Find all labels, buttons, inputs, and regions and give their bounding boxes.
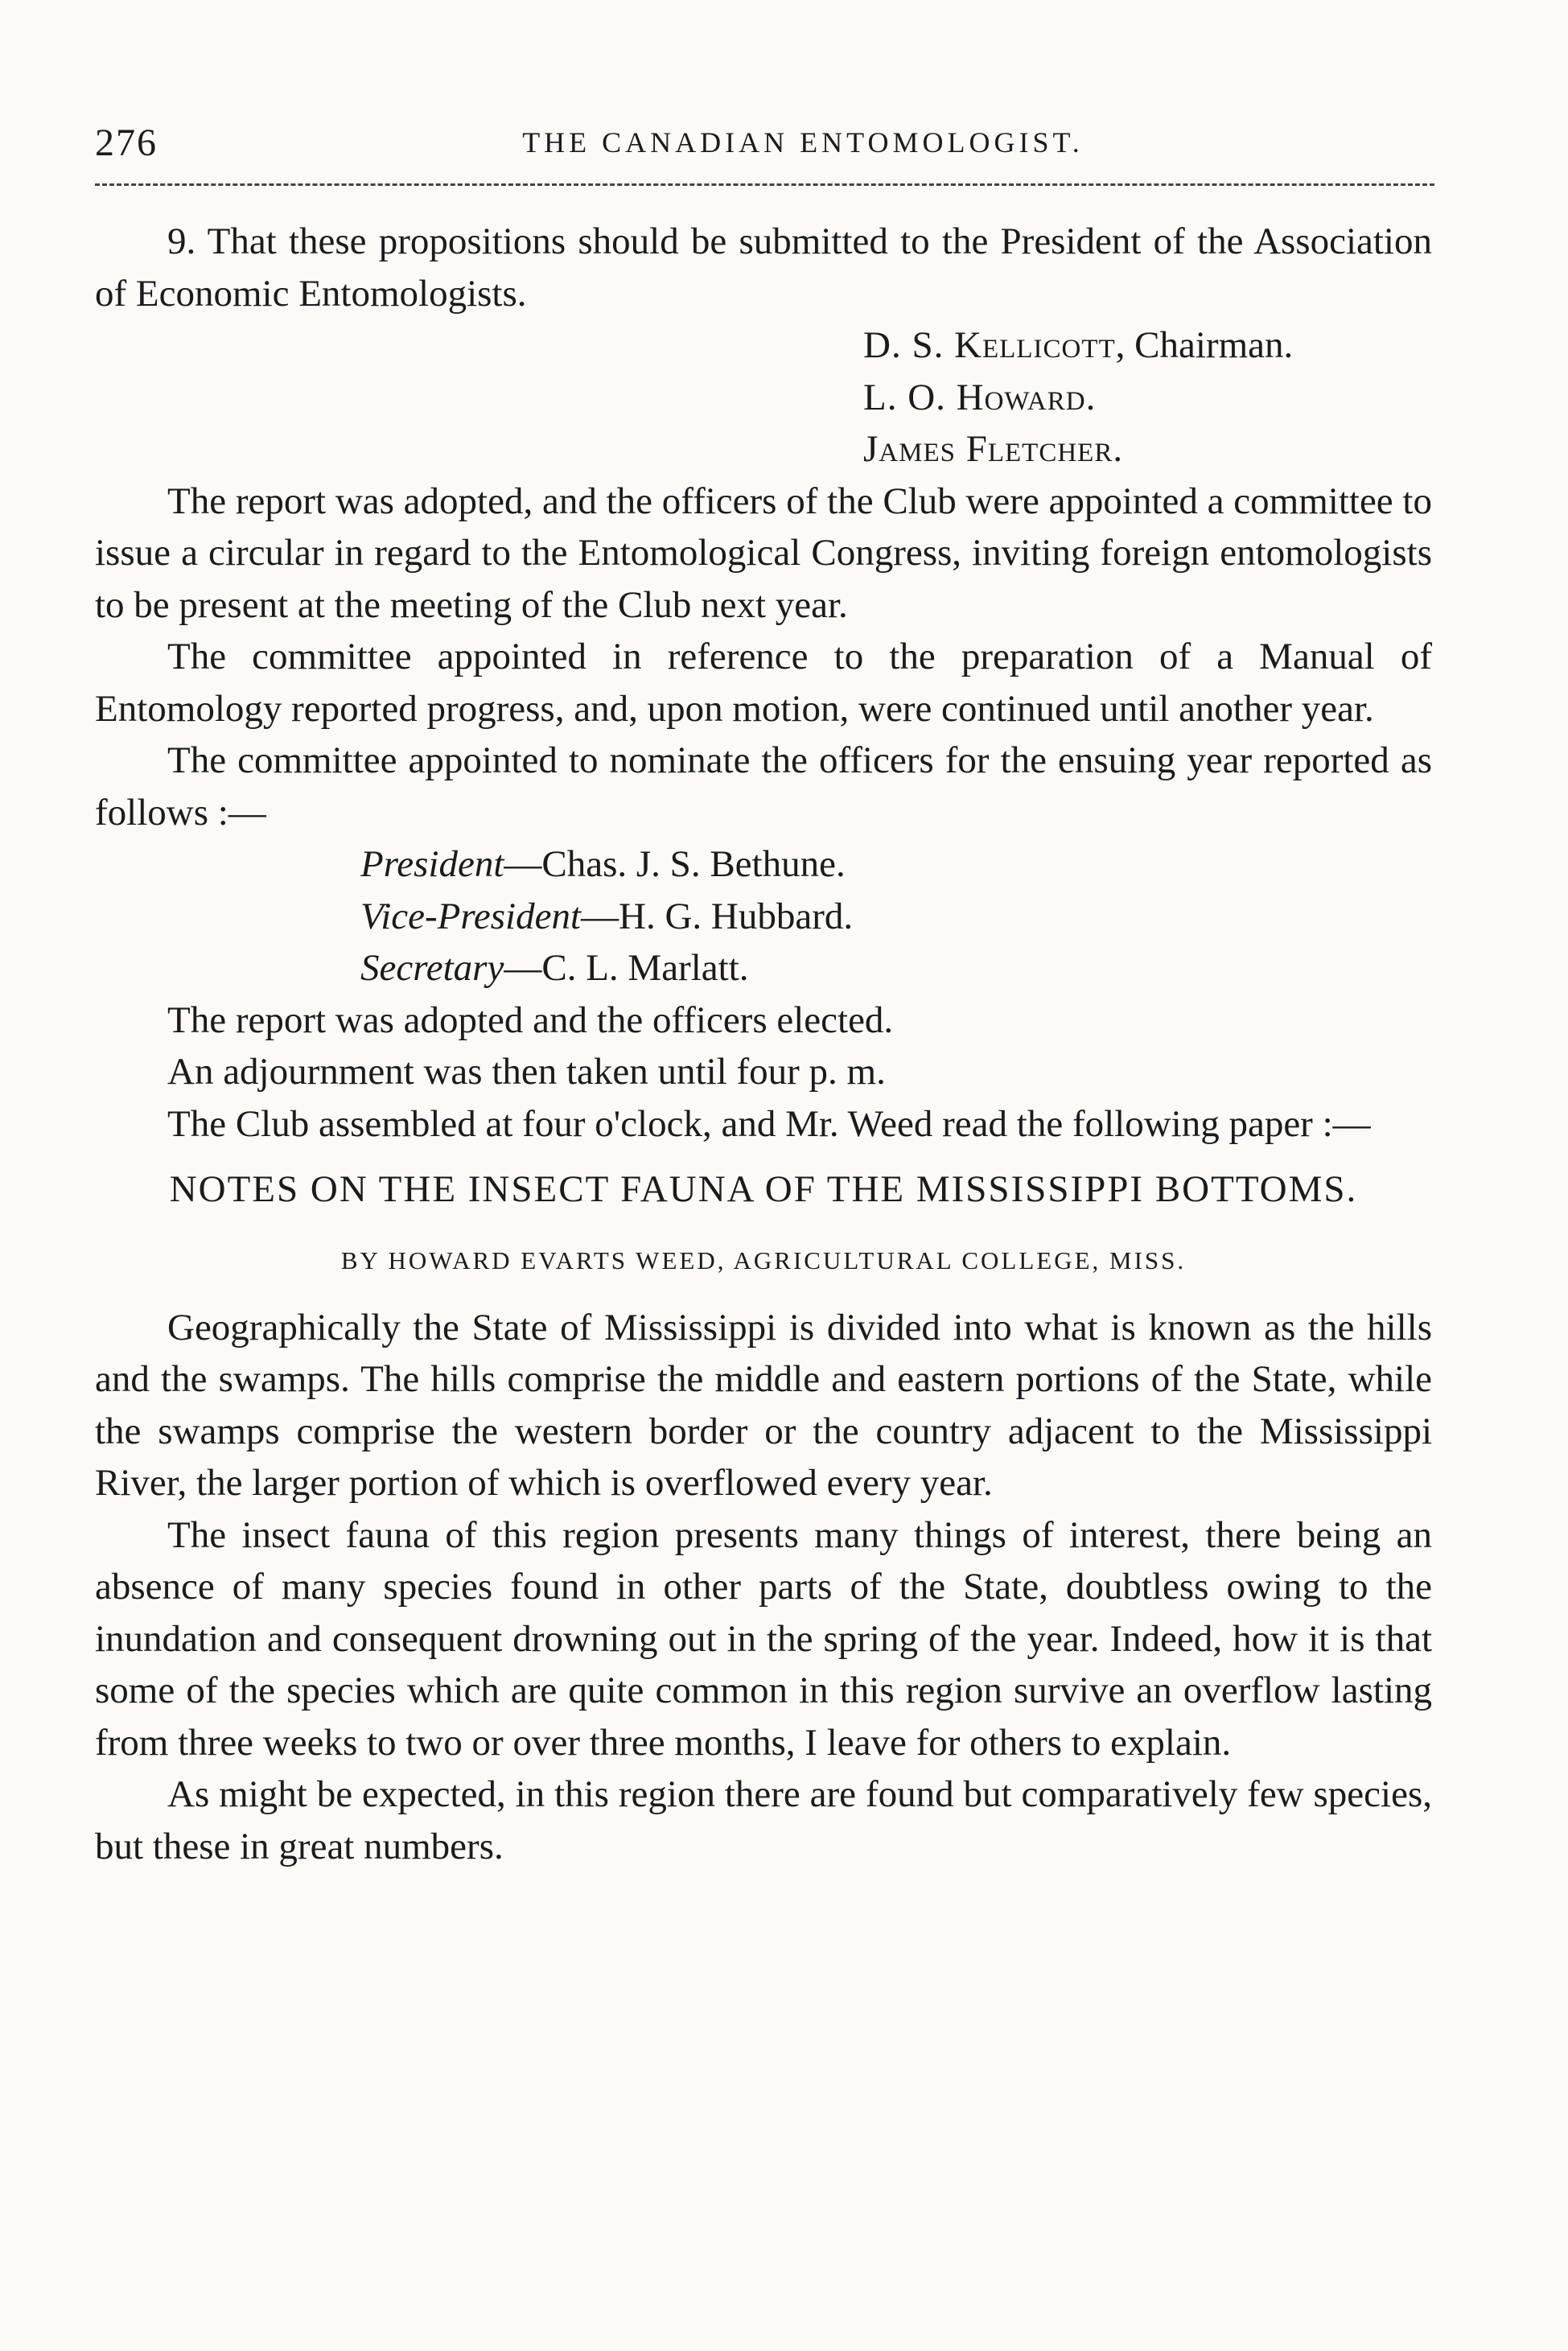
paragraph: The report was adopted, and the officers of the Club were appointed a committee to issue a circular in regard to the Entomological Congress, inviting foreign entomologists to be present at the meeting of the Club next year. <box>95 480 1432 626</box>
paragraph: The Club assembled at four o'clock, and Mr. Weed read the following paper :— <box>167 1102 1371 1145</box>
paragraph: The committee appointed to nominate the officers for the ensuing year reported as follows :— <box>95 739 1432 834</box>
signatory-name: D. S. Kellicott <box>863 324 1116 366</box>
paragraph: As might be expected, in this region there are found but comparatively few species, but these in great numbers. <box>95 1773 1432 1867</box>
paragraph: An adjournment was then taken until four p. m. <box>167 1051 886 1093</box>
officer-name: —H. G. Hubbard. <box>581 895 854 937</box>
signatory-role: , Chairman. <box>1115 324 1294 366</box>
paragraph: The committee appointed in reference to the preparation of a Manual of Entomology reported progress, and, upon motion, were continued until another year. <box>95 636 1432 730</box>
officer-name: —C. L. Marlatt. <box>504 947 749 989</box>
officer-vice-president <box>360 891 1432 943</box>
signatory-3 <box>863 423 1432 476</box>
page-number: 276 <box>95 121 158 164</box>
officer-name: —Chas. J. S. Bethune. <box>504 843 846 885</box>
article-title: NOTES ON THE INSECT FAUNA OF THE MISSISSIPPI BOTTOMS. <box>169 1168 1358 1210</box>
officer-title: President <box>360 843 504 885</box>
officer-title: Vice-President <box>360 895 582 937</box>
header-rule <box>95 183 1434 186</box>
running-head: THE CANADIAN ENTOMOLOGIST. <box>522 126 1084 159</box>
officer-title: Secretary <box>360 947 504 989</box>
signatory-2 <box>863 372 1432 424</box>
page-header <box>95 121 1511 169</box>
paragraph: The report was adopted and the officers elected. <box>167 998 894 1041</box>
signatory-name: L. O. Howard. <box>863 376 1097 418</box>
article-byline: BY HOWARD EVARTS WEED, AGRICULTURAL COLLEGE, MISS. <box>340 1246 1187 1274</box>
item-9: 9. That these propositions should be submitted to the President of the Association of Economic Entomologists. <box>95 220 1432 315</box>
signatory-name: James Fletcher. <box>863 428 1124 470</box>
signatory-1 <box>863 319 1432 372</box>
officer-secretary <box>360 942 1432 994</box>
paragraph: The insect fauna of this region presents many things of interest, there being an absence of many species found in other parts of the State, doubtless owing to the inundation and consequent drowning out in the spring of the year. Indeed, how it is that some of the species which are quite common in this region survive an overflow lasting from three weeks to two or over three months, I leave for others to explain. <box>95 1513 1432 1764</box>
officer-president <box>360 838 1432 891</box>
page-body <box>95 216 1432 1872</box>
paragraph: Geographically the State of Mississippi is divided into what is known as the hills and the swamps. The hills comprise the middle and eastern portions of the State, while the swamps comprise the western border or the country adjacent to the Mississippi River, the larger portion of which is overflowed every year. <box>95 1306 1432 1504</box>
